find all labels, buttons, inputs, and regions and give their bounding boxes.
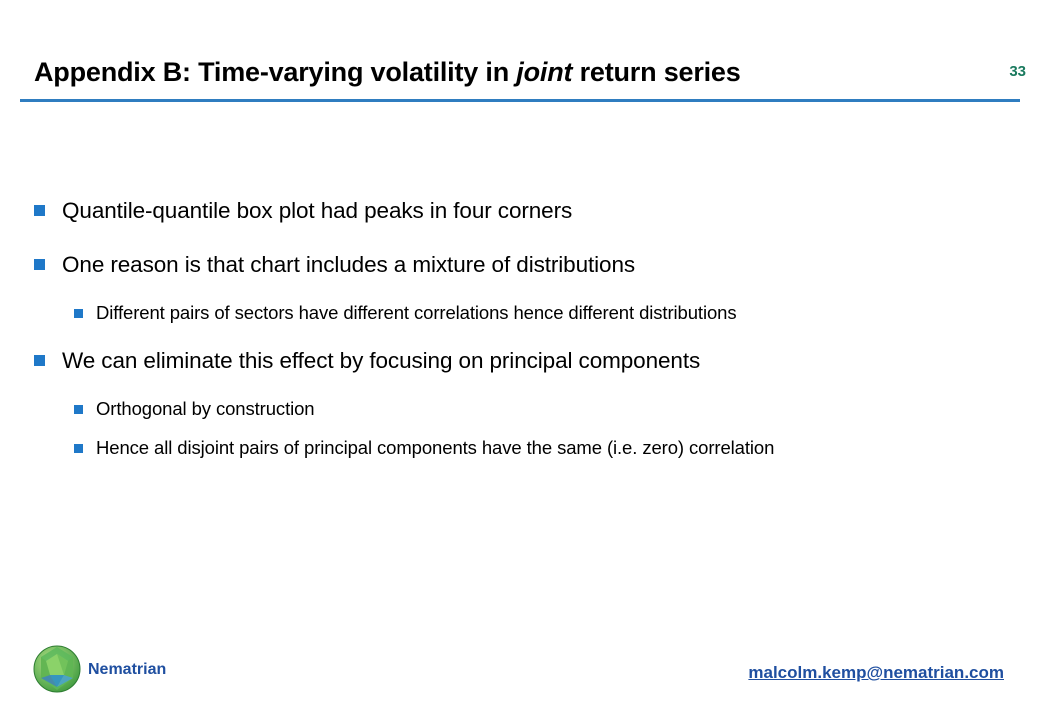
bullet-square-icon bbox=[34, 259, 45, 270]
list-item bbox=[74, 436, 1014, 459]
bullet-square-icon bbox=[74, 444, 83, 453]
brand-label: Nematrian bbox=[88, 661, 167, 678]
bullet-text: Hence all disjoint pairs of principal components have the same (i.e. zero) correlation bbox=[96, 437, 775, 458]
title-italic-word: joint bbox=[516, 57, 573, 87]
bullet-text: We can eliminate this effect by focusing on principal components bbox=[62, 348, 701, 373]
title-suffix: return series bbox=[572, 57, 741, 87]
polyhedron-logo-icon bbox=[32, 644, 82, 694]
page-title bbox=[34, 55, 1014, 89]
bullet-square-icon bbox=[74, 405, 83, 414]
title-divider bbox=[20, 99, 1020, 102]
list-item bbox=[74, 397, 1014, 420]
bullet-square-icon bbox=[34, 355, 45, 366]
bullet-text: Quantile-quantile box plot had peaks in four corners bbox=[62, 198, 573, 223]
list-item bbox=[74, 301, 1014, 324]
contact-email-link[interactable]: malcolm.kemp@nematrian.com bbox=[748, 663, 1004, 682]
bullet-text: Orthogonal by construction bbox=[96, 398, 315, 419]
list-item bbox=[34, 196, 1014, 225]
bullet-text: Different pairs of sectors have different correlations hence different distributions bbox=[96, 302, 737, 323]
bullet-square-icon bbox=[74, 309, 83, 318]
title-text bbox=[34, 55, 1014, 89]
bullet-square-icon bbox=[34, 205, 45, 216]
title-prefix: Appendix B: Time-varying volatility in bbox=[34, 57, 517, 87]
bullet-text: One reason is that chart includes a mixture of distributions bbox=[62, 252, 636, 277]
page-number: 33 bbox=[1009, 63, 1026, 80]
list-item bbox=[34, 346, 1014, 375]
slide-body bbox=[34, 196, 1014, 475]
list-item bbox=[34, 250, 1014, 279]
